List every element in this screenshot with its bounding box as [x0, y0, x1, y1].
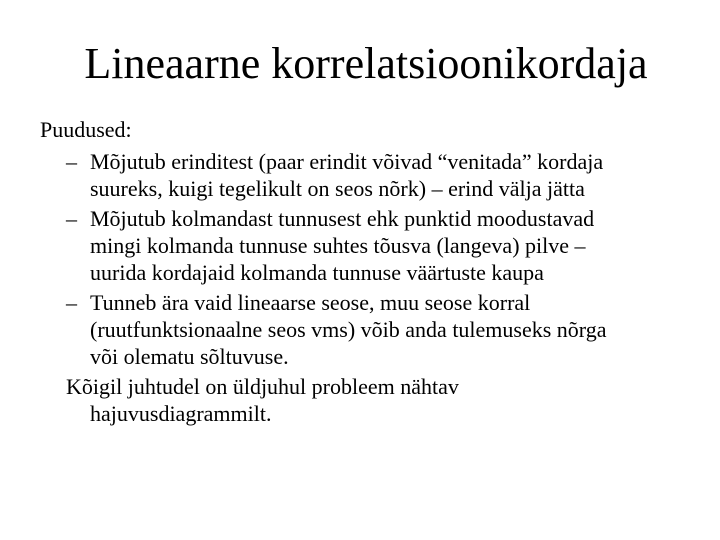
- bullet-2-line-2: mingi kolmanda tunnuse suhtes tõusva (langeva) pilve –: [90, 233, 586, 258]
- conclusion-line-1: Kõigil juhtudel on üldjuhul probleem nähtav: [66, 374, 459, 399]
- bullet-1-line-2: suureks, kuigi tegelikult on seos nõrk) – erind välja jätta: [90, 176, 585, 201]
- slide-title: Lineaarne korrelatsioonikordaja: [84, 39, 648, 88]
- bullet-marker: –: [66, 149, 77, 174]
- bullet-marker: –: [66, 290, 77, 315]
- bullet-2-line-3: uurida kordajaid kolmanda tunnuse väärtuste kaupa: [90, 260, 544, 285]
- bullet-3-line-1: Tunneb ära vaid lineaarse seose, muu seose korral: [90, 290, 531, 315]
- bullet-2-line-1: Mõjutub kolmandast tunnusest ehk punktid moodustavad: [90, 206, 595, 231]
- bullet-3-line-2: (ruutfunktsionaalne seos vms) võib anda tulemuseks nõrga: [90, 317, 607, 342]
- bullet-3-line-3: või olematu sõltuvuse.: [90, 344, 289, 369]
- bullet-1-line-1: Mõjutub erinditest (paar erindit võivad “venitada” kordaja: [90, 149, 604, 174]
- bullet-marker: –: [66, 206, 77, 231]
- intro-label: Puudused:: [40, 117, 132, 142]
- conclusion-line-2: hajuvusdiagrammilt.: [90, 401, 272, 426]
